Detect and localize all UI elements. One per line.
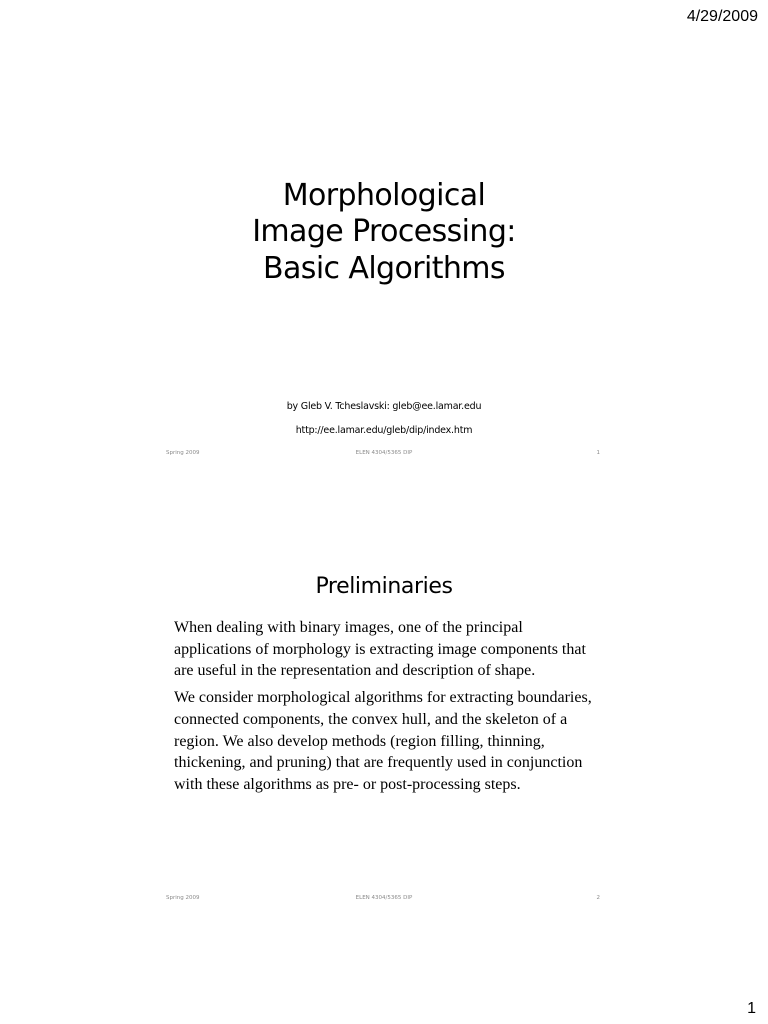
footer-semester: Spring 2009 — [166, 450, 200, 456]
footer-slide-number: 2 — [596, 895, 600, 901]
title-line-1: Morphological — [282, 178, 486, 213]
slide-title: Preliminaries — [315, 574, 453, 599]
body-paragraph-2: We consider morphological algorithms for extracting boundaries, connected components, the convex hull, and the skeleton of a region. We also develop methods (region filling, thinning, thickening, and pruning) that are frequently used in conjunction with these algorithms as pre- or post-processing steps. — [174, 689, 592, 793]
slide-footer — [160, 895, 608, 907]
footer-course: ELEN 4304/5365 DIP — [355, 895, 413, 901]
author-line: by Gleb V. Tcheslavski: gleb@ee.lamar.edu — [286, 401, 482, 412]
slide-1 — [160, 150, 608, 460]
page-date: 4/29/2009 — [686, 8, 758, 25]
footer-course: ELEN 4304/5365 DIP — [355, 450, 413, 456]
page-number: 1 — [747, 1000, 756, 1017]
body-paragraph-1: When dealing with binary images, one of the principal applications of morphology is extracting image components that are useful in the representation and description of shape. — [174, 619, 586, 680]
slide-body — [174, 617, 604, 801]
footer-slide-number: 1 — [596, 450, 600, 456]
course-url: http://ee.lamar.edu/gleb/dip/index.htm — [295, 425, 473, 436]
slide-title — [160, 178, 608, 287]
slide-footer — [160, 450, 608, 462]
title-line-3: Basic Algorithms — [263, 250, 505, 286]
slide-2 — [160, 560, 608, 910]
footer-semester: Spring 2009 — [166, 895, 200, 901]
title-line-2: Image Processing: — [252, 214, 516, 250]
